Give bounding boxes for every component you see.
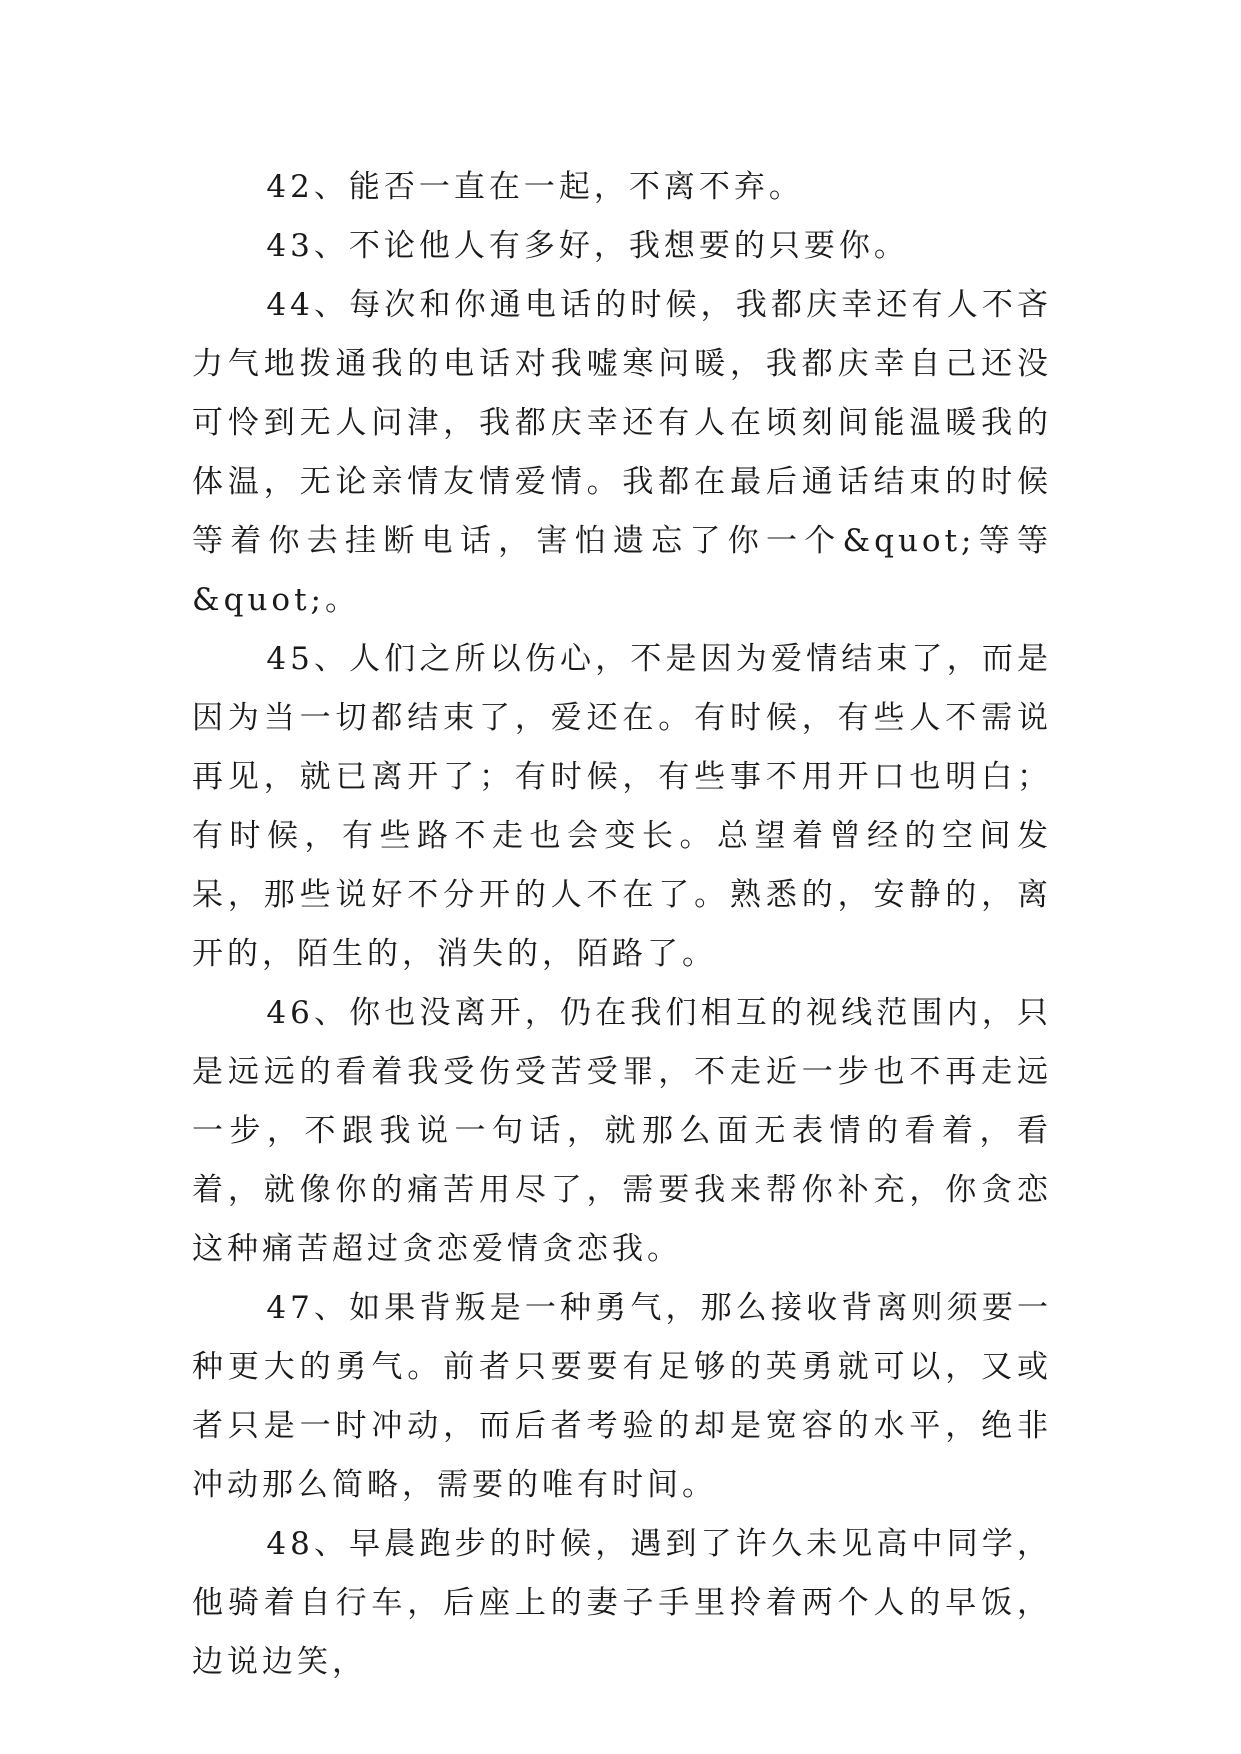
- paragraph-42: 42、能否一直在一起，不离不弃。: [266, 169, 804, 205]
- paragraph-45: 45、人们之所以伤心，不是因为爱情结束了，而是因为当一切都结束了，爱还在。有时候，有些人不需说再见，就已离开了；有时候，有些事不用开口也明白；有时候，有些路不走也会变长。总望着曾经的空间发呆，那些说好不分开的人不在了。熟悉的，安静的，离开的，陌生的，消失的，陌路了。: [192, 641, 1052, 972]
- document-body: [192, 158, 1052, 1692]
- paragraph-48: 48、早晨跑步的时候，遇到了许久未见高中同学，他骑着自行车，后座上的妻子手里拎着两个人的早饭，边说边笑，: [192, 1526, 1052, 1680]
- paragraph-46: 46、你也没离开，仍在我们相互的视线范围内，只是远远的看着我受伤受苦受罪，不走近一步也不再走远一步，不跟我说一句话，就那么面无表情的看着，看着，就像你的痛苦用尽了，需要我来帮你补充，你贪恋这种痛苦超过贪恋爱情贪恋我。: [192, 995, 1052, 1267]
- paragraph-47: 47、如果背叛是一种勇气，那么接收背离则须要一种更大的勇气。前者只要要有足够的英勇就可以，又或者只是一时冲动，而后者考验的却是宽容的水平，绝非冲动那么简略，需要的唯有时间。: [192, 1290, 1052, 1503]
- paragraph-43: 43、不论他人有多好，我想要的只要你。: [266, 228, 909, 264]
- paragraph-44: 44、每次和你通电话的时候，我都庆幸还有人不吝力气地拨通我的电话对我嘘寒问暖，我都庆幸自己还没可怜到无人问津，我都庆幸还有人在顷刻间能温暖我的体温，无论亲情友情爱情。我都在最后通话结束的时候等着你去挂断电话，害怕遗忘了你一个&quot;等等&quot;。: [192, 287, 1052, 618]
